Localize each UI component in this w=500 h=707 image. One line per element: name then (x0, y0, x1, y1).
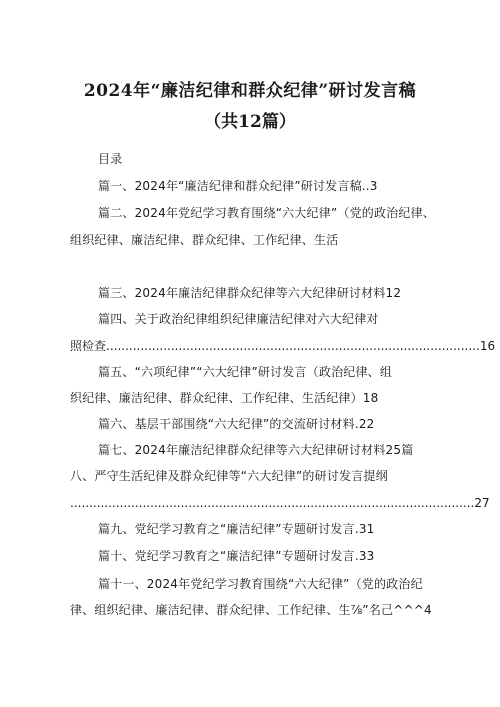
toc-entry-continuation: 律、组织纪律、廉洁纪律、群众纪律、工作纪律、生⅞”名己^^^4 (70, 603, 432, 617)
toc-entry: 篇二、2024年党纪学习教育围绕“六大纪律”（党的政治纪律、 (98, 206, 435, 220)
toc-entry: 篇十一、2024年党纪学习教育围绕“六大纪律”（党的政治纪 (98, 577, 423, 591)
toc-heading: 目录 (98, 152, 123, 166)
toc-entry: 篇九、党纪学习教育之“廉洁纪律”专题研讨发言.31 (98, 522, 375, 536)
toc-entry: 篇一、2024年“廉洁纪律和群众纪律”研讨发言稿..3 (98, 179, 378, 193)
toc-entry-continuation: 组织纪律、廉洁纪律、群众纪律、工作纪律、生活 (70, 233, 339, 247)
toc-entry-continuation: 织纪律、廉洁纪律、群众纪律、工作纪律、生活纪律）18 (70, 391, 379, 405)
toc-entry: 篇三、2024年廉洁纪律群众纪律等六大纪律研讨材料12 (98, 286, 402, 300)
toc-entry: 篇十、党纪学习教育之“廉洁纪律”专题研讨发言.33 (98, 549, 375, 563)
toc-entry: 篇七、2024年廉洁纪律群众纪律等六大纪律研讨材料25篇 (98, 443, 414, 457)
toc-entry: 篇六、基层干部围绕“六大纪律”的交流研讨材料.22 (98, 417, 375, 431)
document-subtitle: （共12篇） (204, 112, 296, 132)
document-title: 2024年“廉洁纪律和群众纪律”研讨发言稿 (83, 81, 417, 101)
toc-entry-continuation: ..........................................................................................................27 (70, 496, 490, 510)
toc-entry-continuation: 照检查..................................................................................................16 (70, 339, 496, 353)
toc-entry: 八、严守生活纪律及群众纪律等“六大纪律”的研讨发言提纲 (70, 469, 388, 483)
toc-entry: 篇五、“六项纪律”“六大纪律”研讨发言（政治纪律、组 (98, 365, 393, 379)
toc-entry: 篇四、关于政治纪律组织纪律廉洁纪律对六大纪律对 (98, 312, 379, 326)
